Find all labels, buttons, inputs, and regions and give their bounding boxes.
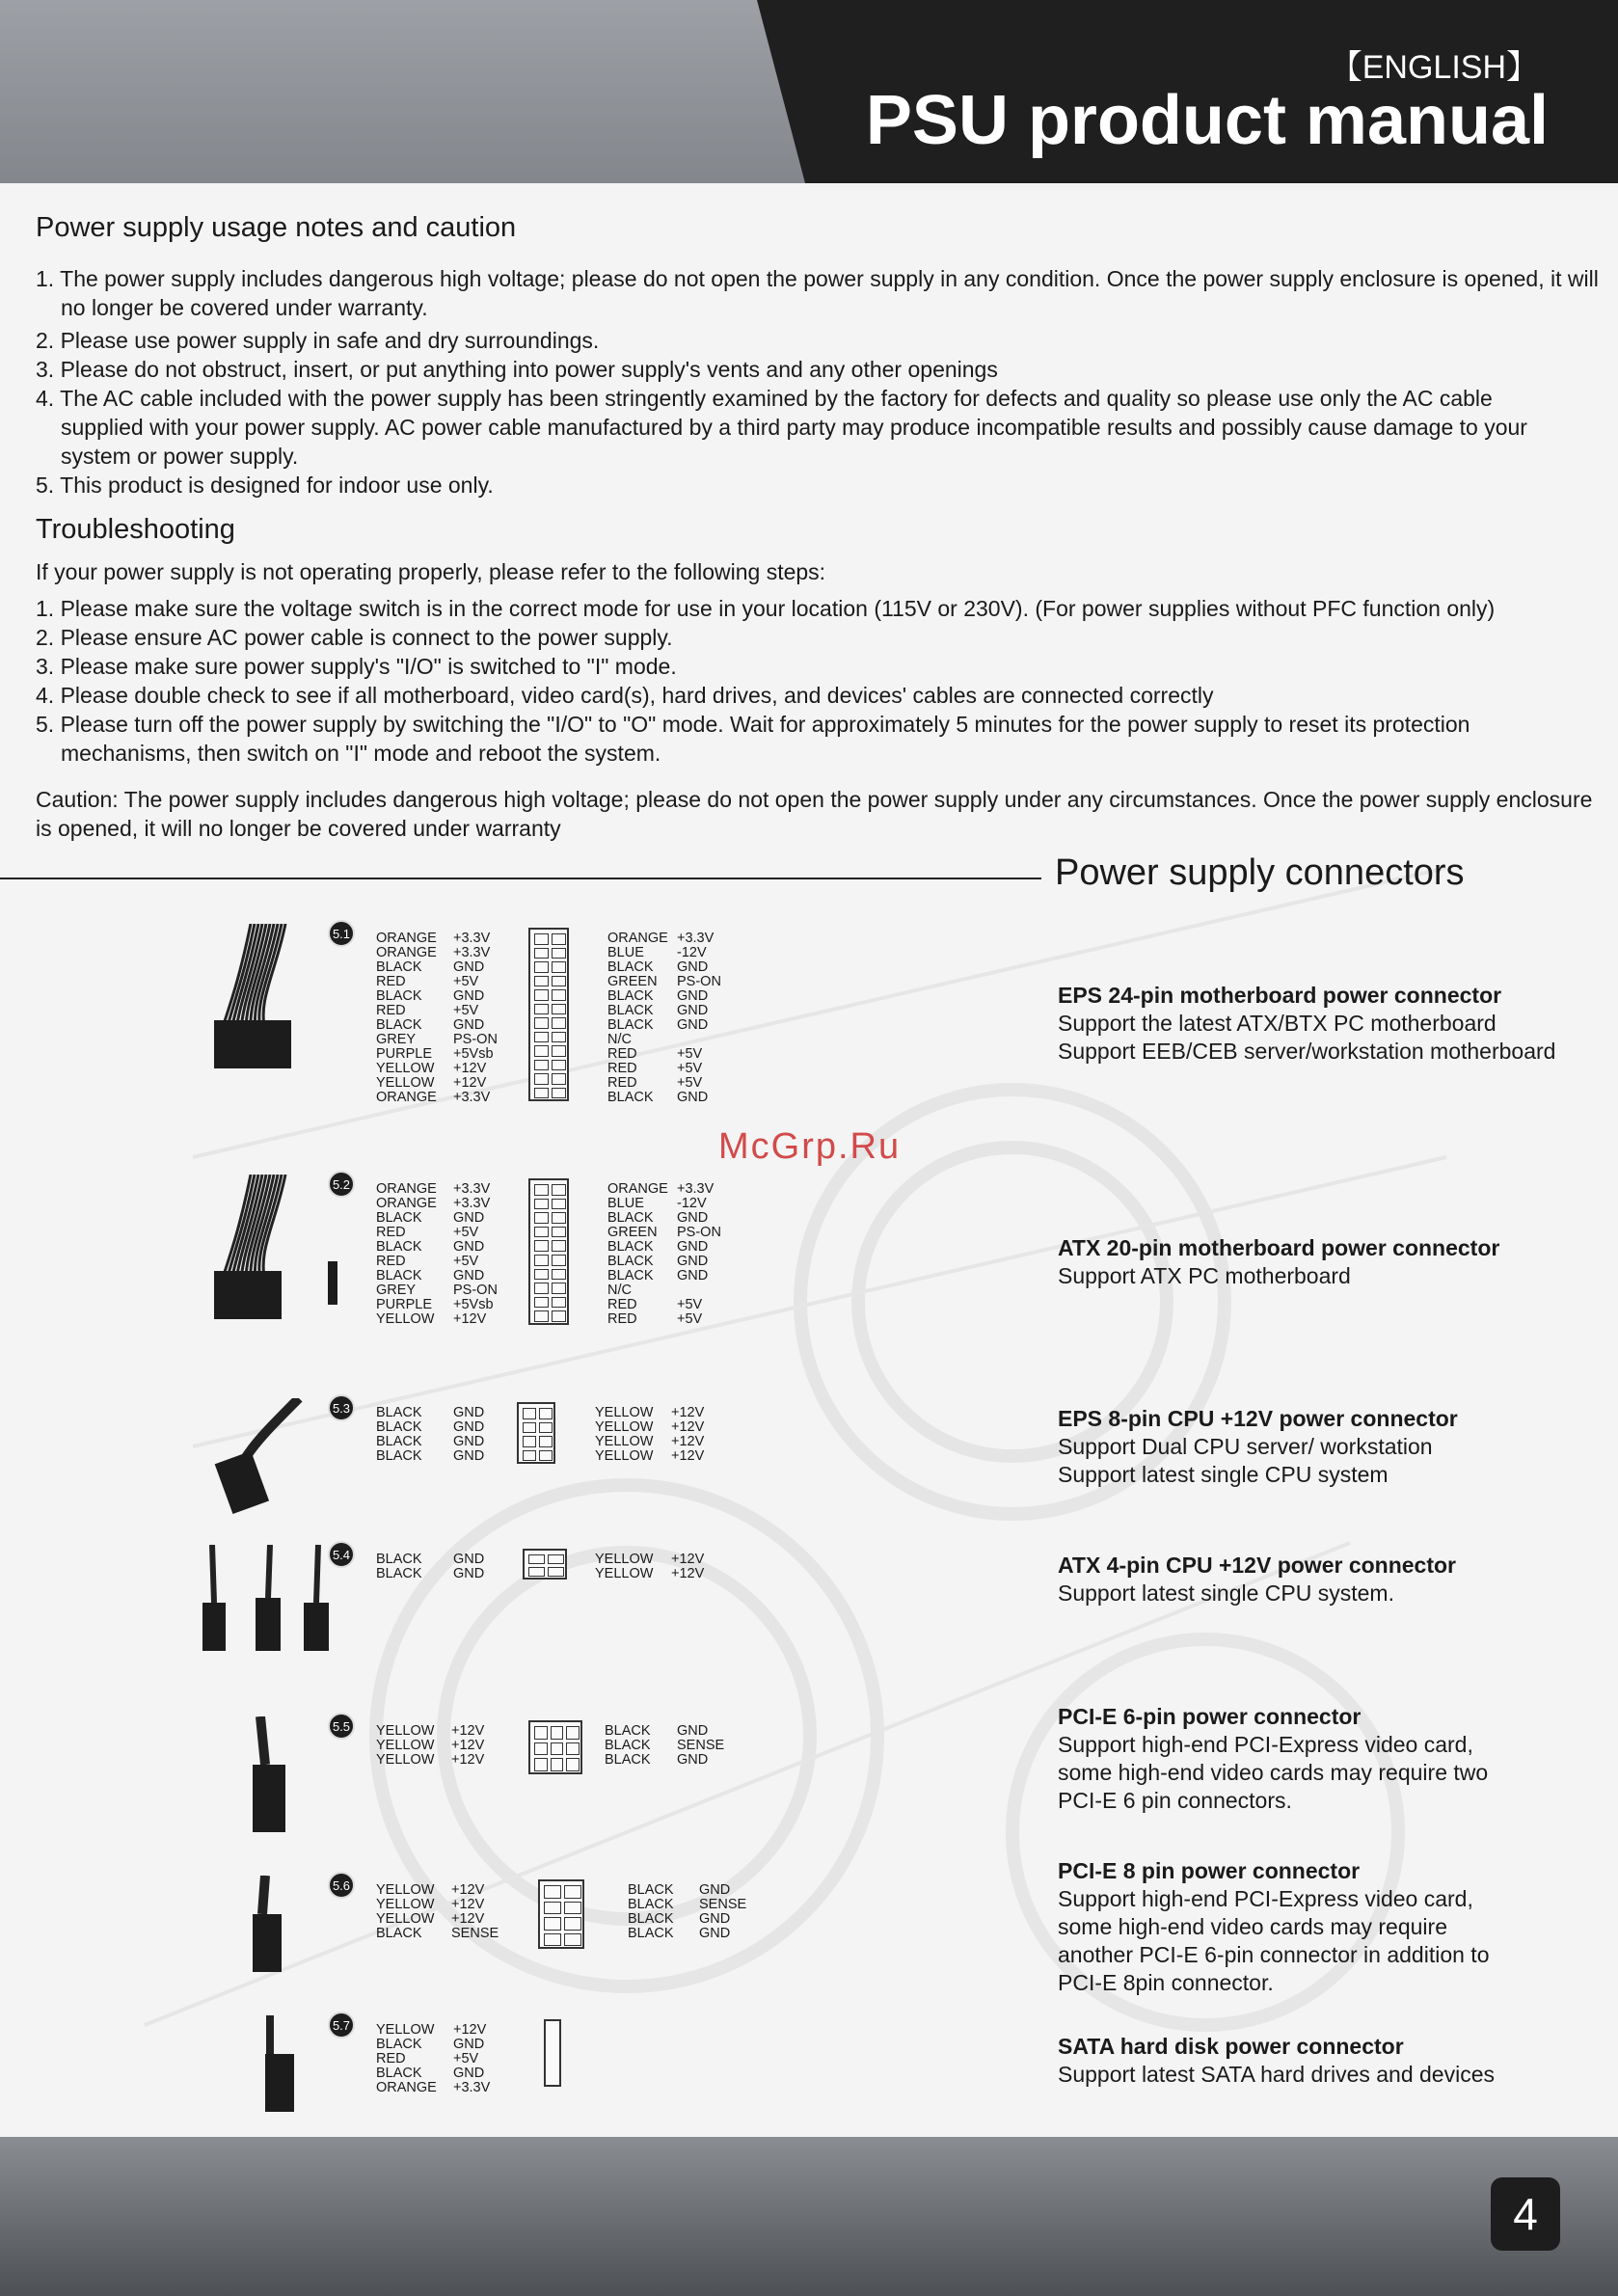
- pin-label: YELLOW: [376, 1075, 435, 1091]
- connectors-heading: Power supply connectors: [1055, 852, 1465, 893]
- pin-label: BLACK: [376, 2066, 422, 2081]
- pin-label: +5V: [453, 1225, 479, 1240]
- connector-description: [1058, 1234, 1499, 1290]
- connector-plug-diagram: [544, 2019, 561, 2087]
- pin-label: +5Vsb: [453, 1297, 494, 1312]
- pin-label: GND: [677, 1723, 709, 1739]
- pin-label: +12V: [451, 1911, 485, 1927]
- pin-label: BLACK: [628, 1926, 674, 1941]
- pin-label: +12V: [453, 1311, 487, 1327]
- pin-label: YELLOW: [376, 2022, 435, 2038]
- pin-label: +5Vsb: [453, 1046, 494, 1062]
- cable-illustration: [193, 1175, 337, 1338]
- connector-description: [1058, 1552, 1456, 1607]
- pin-label: [677, 1283, 721, 1298]
- connector-plug-diagram: [528, 1178, 569, 1325]
- connector-badge: 5.5: [328, 1713, 355, 1740]
- pin-label: ORANGE: [376, 2080, 437, 2095]
- pin-label: GND: [677, 1268, 709, 1283]
- pin-label: +5V: [453, 2051, 479, 2066]
- pin-label: [677, 1033, 721, 1047]
- pin-label: PURPLE: [376, 1297, 433, 1312]
- pin-label: BLACK: [376, 2037, 422, 2052]
- connector-description: [1058, 1405, 1458, 1489]
- page-number: 4: [1491, 2177, 1560, 2251]
- pin-label: BLACK: [376, 959, 422, 975]
- connector-title: PCI-E 6-pin power connector: [1058, 1704, 1362, 1729]
- pin-label: GND: [453, 1419, 485, 1435]
- pin-label: GND: [453, 1210, 485, 1226]
- pin-label: +12V: [451, 1882, 485, 1898]
- pin-label: +5V: [453, 974, 479, 989]
- pin-label: +5V: [677, 1046, 703, 1062]
- pin-label: +12V: [671, 1405, 705, 1420]
- list-item: 3. Please do not obstruct, insert, or put anything into power supply's vents and any other openings: [36, 357, 998, 382]
- left-pin-voltages: [453, 932, 498, 1105]
- pin-label: RED: [376, 1254, 406, 1269]
- connector-plug-diagram: [528, 928, 569, 1101]
- pin-label: ORANGE: [376, 1090, 437, 1105]
- pin-label: +3.3V: [677, 1181, 715, 1197]
- pin-label: BLACK: [376, 1419, 422, 1435]
- pin-label: PS-ON: [677, 1225, 721, 1240]
- connector-detail-line: Support high-end PCI-Express video card,: [1058, 1886, 1473, 1911]
- connector-badge: 5.3: [328, 1394, 355, 1421]
- pin-label: YELLOW: [376, 1061, 435, 1076]
- right-pin-colors: [607, 932, 668, 1105]
- connector-description: [1058, 982, 1555, 1066]
- pin-label: +5V: [453, 1003, 479, 1018]
- connector-detail-line: Support high-end PCI-Express video card,: [1058, 1732, 1473, 1757]
- pin-label: +3.3V: [677, 931, 715, 946]
- connector-detail-line: PCI-E 6 pin connectors.: [1058, 1788, 1292, 1813]
- pin-label: BLACK: [607, 1003, 654, 1018]
- pin-label: ORANGE: [376, 1196, 437, 1211]
- list-item: 5. This product is designed for indoor use only.: [36, 473, 494, 498]
- connector-detail-line: Support ATX PC motherboard: [1058, 1263, 1351, 1288]
- pin-label: +12V: [671, 1566, 705, 1581]
- list-item: 5. Please turn off the power supply by switching the "I/O" to "O" mode. Wait for approximately 5 minutes for the power supply to reset its protection mechanisms, then switch on "I" mode and reboot the system.: [36, 712, 1470, 766]
- connector-detail-line: Support the latest ATX/BTX PC motherboard: [1058, 1011, 1497, 1036]
- pin-label: +5V: [677, 1061, 703, 1076]
- left-pin-voltages: [453, 2023, 490, 2095]
- pin-label: YELLOW: [595, 1405, 654, 1420]
- left-pin-voltages: [451, 1724, 484, 1768]
- left-pin-voltages: [453, 1406, 484, 1464]
- connector-title: ATX 4-pin CPU +12V power connector: [1058, 1553, 1457, 1578]
- usage-heading: Power supply usage notes and caution: [36, 212, 517, 243]
- pin-label: GND: [677, 1090, 709, 1105]
- connector-detail-line: Support EEB/CEB server/workstation motherboard: [1058, 1039, 1556, 1064]
- list-item: 4. The AC cable included with the power supply has been stringently examined by the factory for defects and quality so please use only the AC cable supplied with your power supply. AC power cable manufactured by a third party may produce incompatible results and possibly cause damage to your system or power supply.: [36, 386, 1527, 469]
- section-divider: [0, 878, 1041, 879]
- left-pin-colors: [376, 2023, 437, 2095]
- connector-description: [1058, 1857, 1490, 1997]
- pin-label: YELLOW: [595, 1566, 654, 1581]
- pin-label: RED: [376, 974, 406, 989]
- pin-label: +5V: [453, 1254, 479, 1269]
- pin-label: +12V: [451, 1738, 485, 1753]
- pin-label: BLACK: [607, 988, 654, 1004]
- pin-label: RED: [376, 1003, 406, 1018]
- left-pin-voltages: [453, 1553, 484, 1581]
- cable-illustration: [193, 924, 337, 1088]
- left-pin-colors: [376, 932, 437, 1105]
- right-pin-colors: [607, 1182, 668, 1327]
- pin-label: BLACK: [605, 1738, 651, 1753]
- language-label: 【ENGLISH】: [1329, 49, 1539, 86]
- connector-title: EPS 8-pin CPU +12V power connector: [1058, 1406, 1458, 1431]
- pin-label: GND: [453, 1239, 485, 1255]
- pin-label: BLUE: [607, 1196, 644, 1211]
- right-pin-voltages: [671, 1553, 704, 1581]
- pin-label: +3.3V: [453, 945, 491, 960]
- pin-label: GND: [677, 1254, 709, 1269]
- pin-label: YELLOW: [376, 1911, 435, 1927]
- left-pin-colors: [376, 1553, 422, 1581]
- pin-label: BLACK: [605, 1723, 651, 1739]
- pin-label: GND: [453, 1017, 485, 1033]
- right-pin-colors: [628, 1883, 674, 1941]
- connector-detail-line: another PCI-E 6-pin connector in addition to: [1058, 1942, 1490, 1967]
- connector-plug-diagram: [528, 1720, 582, 1774]
- pin-label: GND: [453, 988, 485, 1004]
- pin-label: GND: [453, 1448, 485, 1464]
- cable-illustration: [193, 1398, 337, 1562]
- list-item: 1. The power supply includes dangerous high voltage; please do not open the power supply in any condition. Once the power supply enclosure is opened, it will no longer be covered under warranty.: [36, 266, 1599, 320]
- pin-label: YELLOW: [376, 1738, 435, 1753]
- left-pin-colors: [376, 1182, 437, 1327]
- pin-label: +12V: [671, 1552, 705, 1567]
- pin-label: +12V: [453, 1061, 487, 1076]
- pin-label: GND: [677, 1752, 709, 1768]
- connector-detail-line: some high-end video cards may require two: [1058, 1760, 1489, 1785]
- connector-title: ATX 20-pin motherboard power connector: [1058, 1235, 1500, 1260]
- pin-label: +12V: [671, 1419, 705, 1435]
- pin-label: BLACK: [628, 1897, 674, 1912]
- usage-list: [36, 264, 1607, 500]
- connector-badge: 5.6: [328, 1872, 355, 1899]
- troubleshooting-heading: Troubleshooting: [36, 514, 235, 545]
- pin-label: RED: [607, 1046, 637, 1062]
- pin-label: GND: [677, 988, 709, 1004]
- pin-label: GND: [677, 1210, 709, 1226]
- connector-plug-diagram: [517, 1402, 555, 1464]
- pin-label: GND: [453, 2066, 485, 2081]
- pin-label: YELLOW: [376, 1882, 435, 1898]
- connector-title: EPS 24-pin motherboard power connector: [1058, 983, 1502, 1008]
- pin-label: +5V: [677, 1075, 703, 1091]
- connector-detail-line: Support latest single CPU system.: [1058, 1580, 1394, 1606]
- pin-label: +3.3V: [453, 1196, 491, 1211]
- pin-label: GREY: [376, 1032, 417, 1047]
- pin-label: BLACK: [376, 1566, 422, 1581]
- pin-label: GND: [453, 1566, 485, 1581]
- right-pin-colors: [595, 1553, 653, 1581]
- list-item: 3. Please make sure power supply's "I/O" is switched to "I" mode.: [36, 654, 677, 679]
- pin-label: RED: [376, 2051, 406, 2066]
- right-pin-voltages: [671, 1406, 704, 1464]
- connector-badge: 5.7: [328, 2012, 355, 2039]
- right-pin-colors: [605, 1724, 651, 1768]
- pin-label: YELLOW: [376, 1752, 435, 1768]
- pin-label: GND: [453, 1405, 485, 1420]
- pin-label: RED: [376, 1225, 406, 1240]
- pin-label: BLACK: [376, 1926, 422, 1941]
- pin-label: YELLOW: [595, 1448, 654, 1464]
- page-title: PSU product manual: [865, 82, 1549, 159]
- pin-label: BLACK: [607, 1254, 654, 1269]
- pin-label: BLACK: [376, 1552, 422, 1567]
- pin-label: N/C: [607, 1283, 632, 1298]
- connector-description: [1058, 2033, 1495, 2089]
- connector-detail-line: some high-end video cards may require: [1058, 1914, 1447, 1939]
- pin-label: BLACK: [376, 1268, 422, 1283]
- pin-label: BLACK: [607, 1017, 654, 1033]
- pin-label: GND: [453, 1552, 485, 1567]
- pin-label: BLACK: [376, 1448, 422, 1464]
- pin-label: YELLOW: [376, 1723, 435, 1739]
- pin-label: GND: [453, 1434, 485, 1449]
- pin-label: SENSE: [677, 1738, 725, 1753]
- pin-label: BLACK: [607, 1210, 654, 1226]
- pin-label: YELLOW: [595, 1419, 654, 1435]
- pin-label: YELLOW: [595, 1434, 654, 1449]
- right-pin-voltages: [677, 1182, 721, 1327]
- pin-label: BLUE: [607, 945, 644, 960]
- watermark-text: McGrp.Ru: [718, 1126, 902, 1167]
- pin-label: YELLOW: [595, 1552, 654, 1567]
- pin-label: ORANGE: [376, 931, 437, 946]
- pin-label: BLACK: [628, 1911, 674, 1927]
- connector-detail-line: Support latest single CPU system: [1058, 1462, 1389, 1487]
- pin-label: GND: [677, 1017, 709, 1033]
- pin-label: BLACK: [376, 1210, 422, 1226]
- list-item: 1. Please make sure the voltage switch is in the correct mode for use in your location (115V or 230V). (For power supplies without PFC function only): [36, 596, 1496, 621]
- pin-label: PS-ON: [453, 1032, 498, 1047]
- list-item: 2. Please use power supply in safe and dry surroundings.: [36, 328, 600, 353]
- left-pin-colors: [376, 1724, 434, 1768]
- pin-label: RED: [607, 1075, 637, 1091]
- pin-label: GND: [453, 959, 485, 975]
- pin-label: +12V: [453, 2022, 487, 2038]
- pin-label: BLACK: [607, 1090, 654, 1105]
- pin-label: YELLOW: [376, 1311, 435, 1327]
- connector-detail-line: Support Dual CPU server/ workstation: [1058, 1434, 1433, 1459]
- pin-label: +12V: [671, 1434, 705, 1449]
- pin-label: GND: [677, 1003, 709, 1018]
- connector-title: PCI-E 8 pin power connector: [1058, 1858, 1361, 1883]
- pin-label: BLACK: [605, 1752, 651, 1768]
- pin-label: BLACK: [376, 1434, 422, 1449]
- pin-label: +12V: [453, 1075, 487, 1091]
- pin-label: ORANGE: [607, 931, 668, 946]
- footer-band: [0, 2137, 1618, 2296]
- pin-label: +3.3V: [453, 1090, 491, 1105]
- pin-label: BLACK: [607, 1239, 654, 1255]
- pin-label: GREEN: [607, 974, 658, 989]
- pin-label: SENSE: [451, 1926, 499, 1941]
- pin-label: RED: [607, 1311, 637, 1327]
- pin-label: GREEN: [607, 1225, 658, 1240]
- left-pin-voltages: [453, 1182, 498, 1327]
- pin-label: PURPLE: [376, 1046, 433, 1062]
- pin-label: GREY: [376, 1283, 417, 1298]
- caution-text: Caution: The power supply includes dangerous high voltage; please do not open the power supply under any circumstances. Once the power supply enclosure is opened, it will no longer be covered under warranty: [36, 787, 1593, 841]
- pin-label: -12V: [677, 945, 707, 960]
- pin-label: +3.3V: [453, 931, 491, 946]
- pin-label: N/C: [607, 1032, 632, 1047]
- pin-label: GND: [699, 1882, 731, 1898]
- pin-label: +12V: [451, 1752, 485, 1768]
- troubleshooting-intro: If your power supply is not operating properly, please refer to the following steps:: [36, 559, 826, 584]
- cable-illustration: [193, 1716, 337, 1880]
- pin-label: BLACK: [628, 1882, 674, 1898]
- pin-label: BLACK: [607, 1268, 654, 1283]
- list-item: 2. Please ensure AC power cable is connect to the power supply.: [36, 625, 673, 650]
- connector-plug-diagram: [538, 1879, 584, 1949]
- right-pin-voltages: [677, 1724, 724, 1768]
- pin-label: ORANGE: [376, 945, 437, 960]
- right-pin-voltages: [677, 932, 721, 1105]
- right-pin-voltages: [699, 1883, 746, 1941]
- pin-label: +12V: [451, 1723, 485, 1739]
- pin-label: +12V: [671, 1448, 705, 1464]
- pin-label: BLACK: [376, 1405, 422, 1420]
- pin-label: SENSE: [699, 1897, 747, 1912]
- pin-label: -12V: [677, 1196, 707, 1211]
- pin-label: PS-ON: [677, 974, 721, 989]
- connector-detail-line: PCI-E 8pin connector.: [1058, 1970, 1274, 1995]
- pin-label: GND: [453, 2037, 485, 2052]
- pin-label: +3.3V: [453, 1181, 491, 1197]
- pin-label: YELLOW: [376, 1897, 435, 1912]
- pin-label: GND: [677, 1239, 709, 1255]
- pin-label: BLACK: [607, 959, 654, 975]
- left-pin-colors: [376, 1883, 434, 1941]
- pin-label: RED: [607, 1297, 637, 1312]
- left-pin-voltages: [451, 1883, 499, 1941]
- pin-label: ORANGE: [607, 1181, 668, 1197]
- pin-label: RED: [607, 1061, 637, 1076]
- pin-label: +5V: [677, 1311, 703, 1327]
- pin-label: PS-ON: [453, 1283, 498, 1298]
- pin-label: +3.3V: [453, 2080, 491, 2095]
- list-item: 4. Please double check to see if all motherboard, video card(s), hard drives, and devices' cables are connected correctly: [36, 683, 1214, 708]
- left-pin-colors: [376, 1406, 422, 1464]
- pin-label: ORANGE: [376, 1181, 437, 1197]
- connector-badge: 5.4: [328, 1541, 355, 1568]
- pin-label: GND: [699, 1911, 731, 1927]
- pin-label: +5V: [677, 1297, 703, 1312]
- pin-label: BLACK: [376, 1239, 422, 1255]
- pin-label: GND: [699, 1926, 731, 1941]
- troubleshooting-list: [36, 594, 1607, 768]
- cable-illustration: [193, 1545, 337, 1709]
- pin-label: GND: [453, 1268, 485, 1283]
- connector-detail-line: Support latest SATA hard drives and devices: [1058, 2062, 1496, 2087]
- header-grey-panel: [0, 0, 810, 183]
- connector-title: SATA hard disk power connector: [1058, 2034, 1404, 2059]
- pin-label: GND: [677, 959, 709, 975]
- right-pin-colors: [595, 1406, 653, 1464]
- connector-badge: 5.1: [328, 920, 355, 947]
- pin-label: +12V: [451, 1897, 485, 1912]
- pin-label: BLACK: [376, 1017, 422, 1033]
- connector-badge: 5.2: [328, 1171, 355, 1198]
- connector-description: [1058, 1703, 1488, 1815]
- pin-label: BLACK: [376, 988, 422, 1004]
- connector-plug-diagram: [523, 1549, 567, 1580]
